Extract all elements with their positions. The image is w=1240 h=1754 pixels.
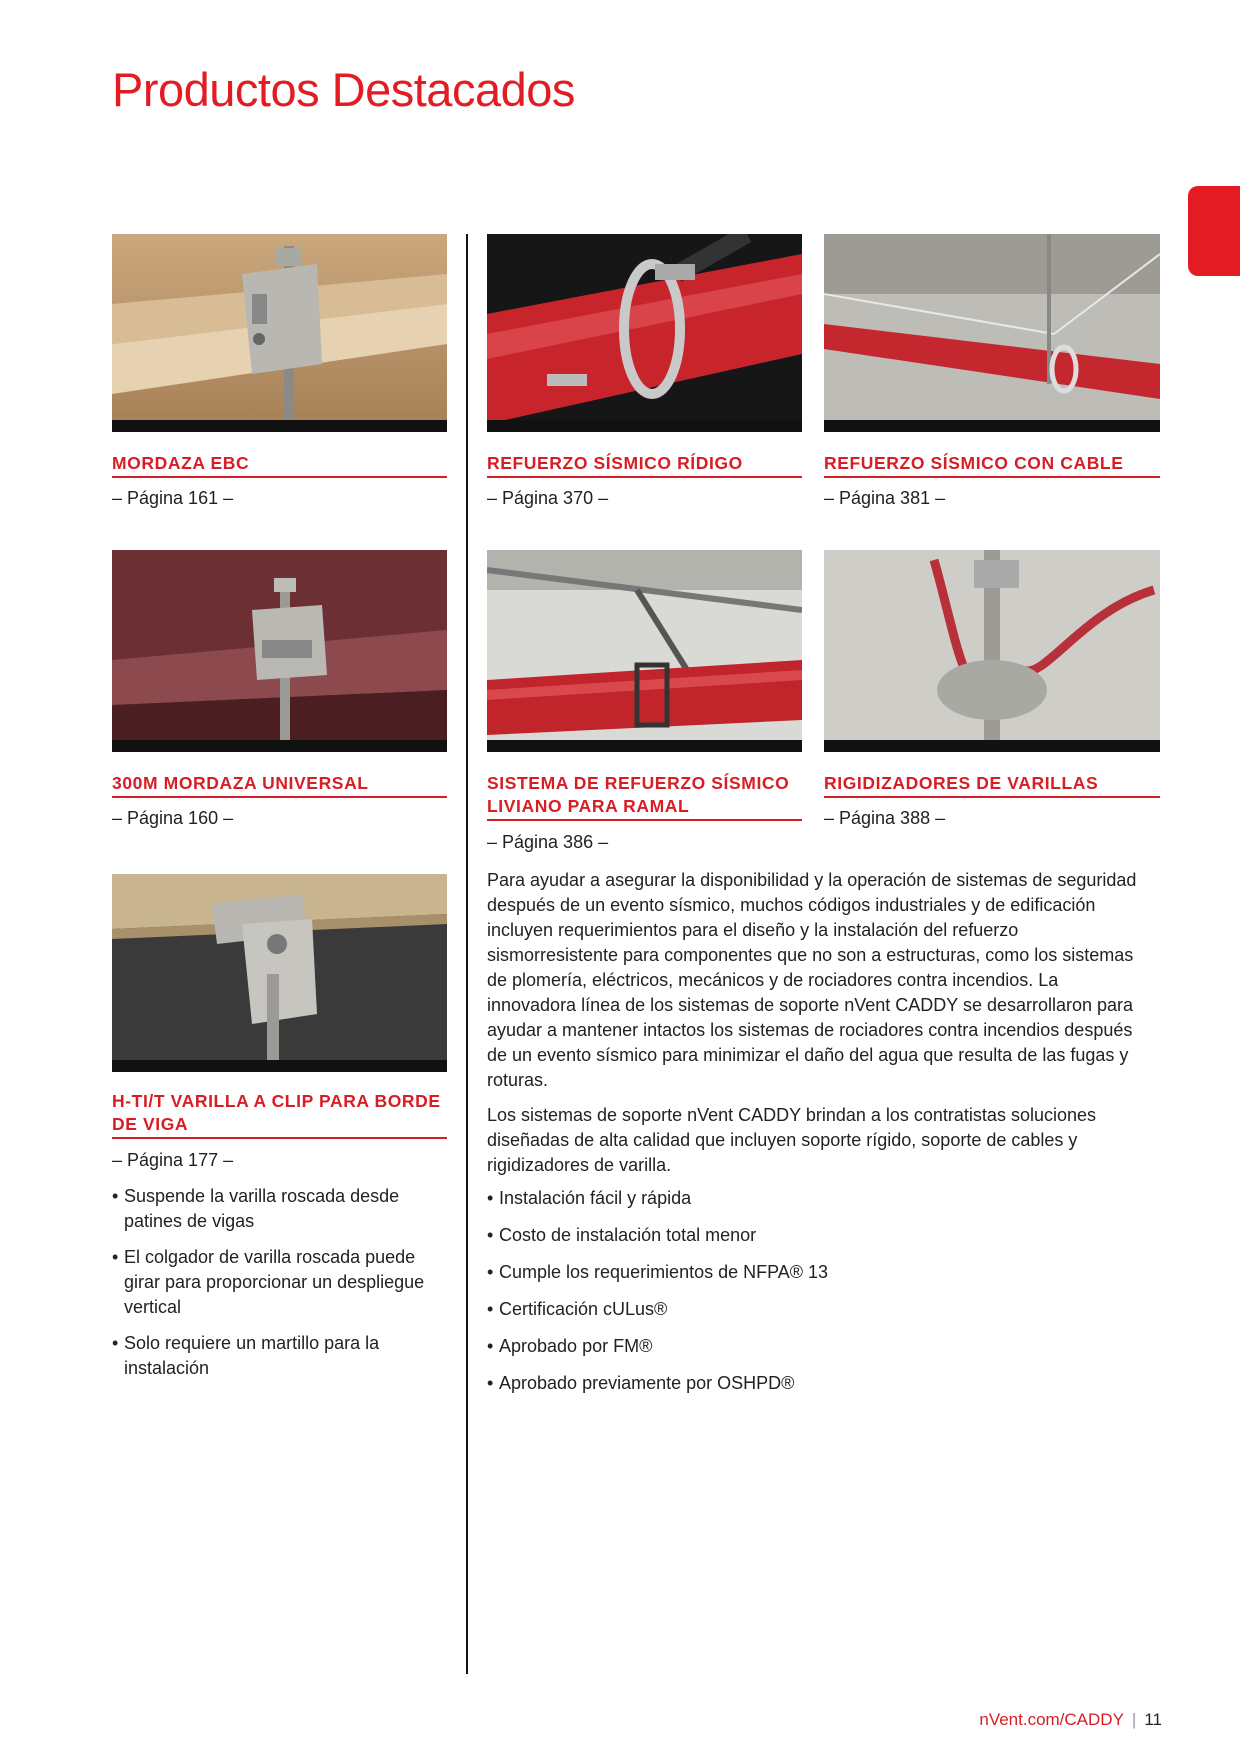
htit-bullet: • Solo requiere un martillo para la instalación	[112, 1331, 447, 1381]
product-heading-refuerzo-rigido: REFUERZO SÍSMICO RÍDIGO	[487, 452, 802, 478]
product-heading-refuerzo-cable: REFUERZO SÍSMICO CON CABLE	[824, 452, 1160, 478]
htit-bullet-list	[112, 1184, 447, 1392]
page-footer	[979, 1710, 1162, 1730]
product-image-refuerzo-rigido	[487, 234, 802, 432]
product-heading-rigidizadores: RIGIDIZADORES DE VARILLAS	[824, 772, 1160, 798]
product-heading-300m-mordaza: 300M MORDAZA UNIVERSAL	[112, 772, 447, 798]
product-pageref-refuerzo-rigido: – Página 370 –	[487, 488, 609, 508]
footer-url-link[interactable]: nVent.com/CADDY	[979, 1710, 1124, 1729]
feature-item: • Instalación fácil y rápida	[487, 1186, 1137, 1223]
feature-item: • Aprobado previamente por OSHPD®	[487, 1371, 1137, 1408]
htit-bullet: • Suspende la varilla roscada desde patines de vigas	[112, 1184, 447, 1234]
product-pageref-refuerzo-cable: – Página 381 –	[824, 488, 946, 508]
column-divider	[466, 234, 468, 1674]
product-pageref-htit: – Página 177 –	[112, 1150, 234, 1170]
section-tab	[1188, 186, 1240, 276]
page-number: 11	[1144, 1710, 1162, 1729]
product-heading-mordaza-ebc: MORDAZA EBC	[112, 452, 447, 478]
page-title: Productos Destacados	[112, 63, 575, 116]
footer-separator: |	[1131, 1710, 1137, 1729]
feature-item: • Certificación cULus®	[487, 1297, 1137, 1334]
feature-item: • Costo de instalación total menor	[487, 1223, 1137, 1260]
feature-item: • Cumple los requerimientos de NFPA® 13	[487, 1260, 1137, 1297]
feature-list	[487, 1186, 1137, 1408]
product-heading-htit: H-TI/T VARILLA A CLIP PARA BORDE DE VIGA	[112, 1090, 447, 1139]
description-paragraph-1: Para ayudar a asegurar la disponibilidad y la operación de sistemas de seguridad después de un evento sísmico, muchos códigos industriales y de edificación incluyen requerimientos para el diseño y la instalación del refuerzo sismorresistente para componentes que no son a estructuras, como los sistemas de plomería, eléctricos, mecánicos y de rociadores contra incendios. La innovadora línea de los sistemas de soporte nVent CADDY se desarrollaron para ayudar a mantener intactos los sistemas de rociadores contra incendios después de un evento sísmico para minimizar el daño del agua que resulta de las fugas y roturas.	[487, 870, 1137, 1090]
product-image-sistema-liviano	[487, 550, 802, 752]
product-image-300m-mordaza	[112, 550, 447, 752]
product-image-htit	[112, 874, 447, 1072]
product-pageref-300m-mordaza: – Página 160 –	[112, 808, 234, 828]
feature-item: • Aprobado por FM®	[487, 1334, 1137, 1371]
product-pageref-sistema-liviano: – Página 386 –	[487, 832, 609, 852]
htit-bullet: • El colgador de varilla roscada puede girar para proporcionar un despliegue vertical	[112, 1245, 447, 1320]
product-image-mordaza-ebc	[112, 234, 447, 432]
product-image-refuerzo-cable	[824, 234, 1160, 432]
product-pageref-rigidizadores: – Página 388 –	[824, 808, 946, 828]
product-heading-sistema-liviano: SISTEMA DE REFUERZO SÍSMICO LIVIANO PARA RAMAL	[487, 772, 802, 821]
product-image-rigidizadores	[824, 550, 1160, 752]
description-paragraph-2: Los sistemas de soporte nVent CADDY brindan a los contratistas soluciones diseñadas de alta calidad que incluyen soporte rígido, soporte de cables y rigidizadores de varilla.	[487, 1105, 1096, 1175]
product-pageref-mordaza-ebc: – Página 161 –	[112, 488, 234, 508]
